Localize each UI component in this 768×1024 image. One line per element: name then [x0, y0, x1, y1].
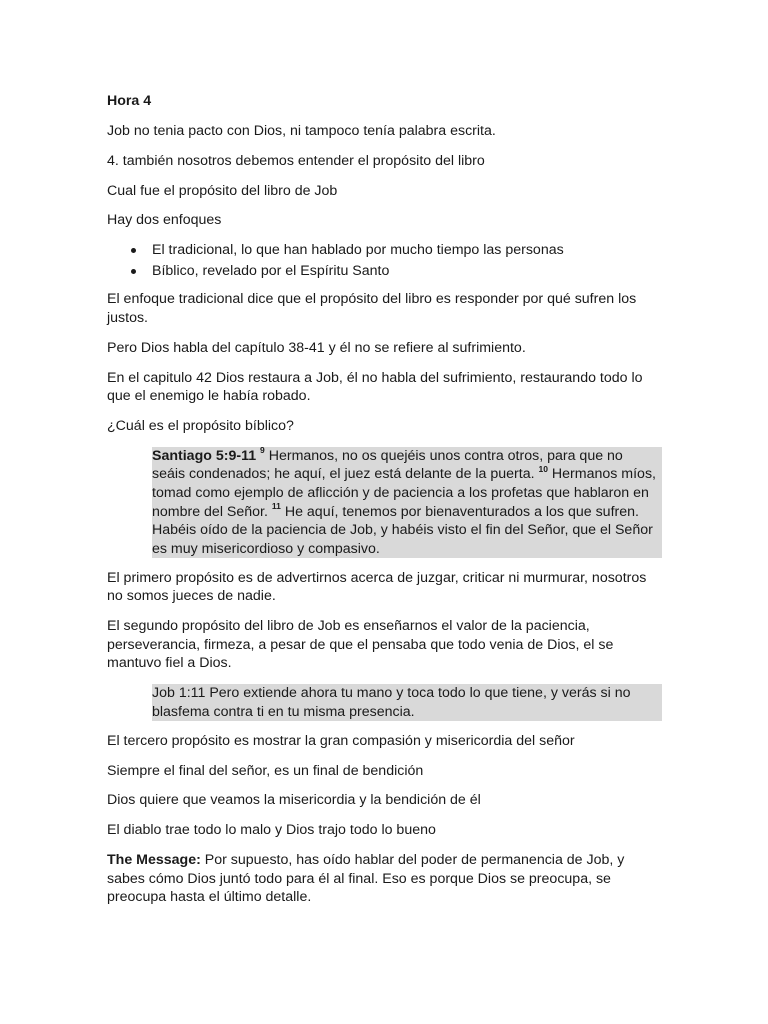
- paragraph: El primero propósito es de advertirnos acerca de juzgar, criticar ni murmurar, nosotros no somos jueces de nadie.: [107, 569, 647, 605]
- paragraph: Hay dos enfoques: [107, 212, 222, 229]
- scripture-quote-job: Job 1:11 Pero extiende ahora tu mano y toca todo lo que tiene, y verás si no blasfema contra ti en tu misma presencia.: [152, 684, 662, 721]
- paragraph: Cual fue el propósito del libro de Job: [107, 182, 338, 199]
- message-paragraph: [107, 851, 662, 907]
- paragraph: El tercero propósito es mostrar la gran compasión y misericordia del señor: [107, 732, 575, 749]
- paragraph: El segundo propósito del libro de Job es enseñarnos el valor de la paciencia, perseverancia, firmeza, a pesar de que el pensaba que todo venia de Dios, el se mantuvo fiel a Dios.: [107, 618, 614, 672]
- paragraph: Siempre el final del señor, es un final de bendición: [107, 762, 424, 779]
- paragraph: Pero Dios habla del capítulo 38-41 y él no se refiere al sufrimiento.: [107, 339, 526, 356]
- bullet-list: [107, 241, 662, 280]
- verse-text: Hermanos, no os quejéis unos contra otros, para que no seáis condenados; he aquí, el juez está delante de la puerta.: [152, 447, 623, 483]
- verse-text: He aquí, tenemos por bienaventurados a los que sufren. Habéis oído de la paciencia de Job, y habéis visto el fin del Señor, que el Señor es muy misericordioso y compasivo.: [152, 503, 653, 557]
- section-heading: Hora 4: [107, 93, 152, 109]
- paragraph: 4. también nosotros debemos entender el propósito del libro: [107, 152, 485, 169]
- paragraph: Dios quiere que veamos la misericordia y la bendición de él: [107, 792, 481, 809]
- paragraph: Job no tenia pacto con Dios, ni tampoco tenía palabra escrita.: [107, 123, 496, 140]
- scripture-reference: Santiago 5:9-11: [152, 447, 257, 464]
- paragraph: ¿Cuál es el propósito bíblico?: [107, 417, 294, 434]
- message-label: The Message:: [107, 851, 201, 868]
- verse-number: 11: [271, 500, 281, 511]
- message-text: Por supuesto, has oído hablar del poder de permanencia de Job, y sabes cómo Dios juntó todo para él al final. Eso es porque Dios se preocupa, se preocupa hasta el último detalle.: [107, 851, 625, 906]
- paragraph: El diablo trae todo lo malo y Dios trajo todo lo bueno: [107, 822, 436, 839]
- paragraph: En el capitulo 42 Dios restaura a Job, él no habla del sufrimiento, restaurando todo lo que el enemigo le había robado.: [107, 369, 643, 405]
- bullet-item: Bíblico, revelado por el Espíritu Santo: [152, 262, 662, 281]
- document-body: [107, 92, 662, 918]
- bullet-item: El tradicional, lo que han hablado por mucho tiempo las personas: [152, 241, 662, 260]
- verse-number: 9: [260, 444, 265, 455]
- scripture-quote-santiago: [152, 444, 662, 559]
- paragraph: El enfoque tradicional dice que el propósito del libro es responder por qué sufren los justos.: [107, 291, 637, 326]
- verse-text: Hermanos míos, tomad como ejemplo de aflicción y de paciencia a los profetas que hablaron en nombre del Señor.: [152, 466, 656, 520]
- verse-number: 10: [538, 463, 548, 474]
